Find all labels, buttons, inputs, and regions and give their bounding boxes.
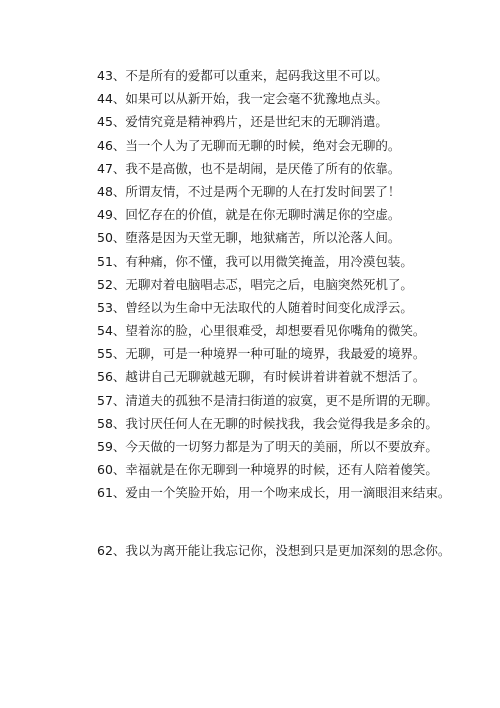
quote-line-59: 59、今天做的一切努力都是为了明天的美丽，所以不要放弃。 [97, 439, 438, 454]
quote-line-46: 46、当一个人为了无聊而无聊的时候，绝对会无聊的。 [97, 137, 401, 153]
quote-line-56: 56、越讲自己无聊就越无聊，有时候讲着讲着就不想活了。 [97, 369, 426, 385]
quote-line-45: 45、爱情究竟是精神鸦片，还是世纪末的无聊消遣。 [97, 114, 388, 130]
quote-line-49: 49、回忆存在的价值，就是在你无聊时满足你的空虚。 [97, 207, 401, 223]
quote-line-44: 44、如果可以从新开始，我一定会毫不犹豫地点头。 [97, 91, 388, 107]
quote-line-61: 61、爱由一个笑脸开始，用一个吻来成长，用一滴眼泪来结束。 [97, 485, 451, 501]
quote-line-54: 54、望着沵的脸，心里很难受，却想要看见你嘴角的微笑。 [97, 323, 426, 339]
quote-line-60: 60、幸福就是在你无聊到一种境界的时候，还有人陪着傻笑。 [97, 462, 438, 478]
quote-line-51: 51、有种痛，你不懂，我可以用微笑掩盖，用冷漠包装。 [97, 253, 413, 269]
quote-line-43: 43、不是所有的爱都可以重来，起码我这里不可以。 [97, 68, 388, 83]
paragraph-gap [97, 505, 492, 539]
quote-line-57: 57、清道夫的孤独不是清扫街道的寂寞，更不是所谓的无聊。 [97, 392, 438, 408]
quote-line-50: 50、堕落是因为天堂无聊，地狱痛苦，所以沦落人间。 [97, 230, 401, 246]
quote-line-62: 62、我以为离开能让我忘记你，没想到只是更加深刻的思念你。 [97, 542, 451, 558]
quote-line-52: 52、无聊对着电脑唱忐忑，唱完之后，电脑突然死机了。 [97, 276, 413, 292]
quote-line-53: 53、曾经以为生命中无法取代的人随着时间变化成浮云。 [97, 299, 413, 315]
quote-line-58: 58、我讨厌任何人在无聊的时候找我，我会觉得我是多余的。 [97, 415, 438, 431]
quote-line-47: 47、我不是高傲，也不是胡闹，是厌倦了所有的依靠。 [97, 160, 401, 176]
quote-line-55: 55、无聊，可是一种境界一种可耻的境界，我最爱的境界。 [97, 346, 426, 362]
quote-list [97, 64, 492, 562]
quote-line-48: 48、所谓友情，不过是两个无聊的人在打发时间罢了！ [97, 183, 401, 199]
